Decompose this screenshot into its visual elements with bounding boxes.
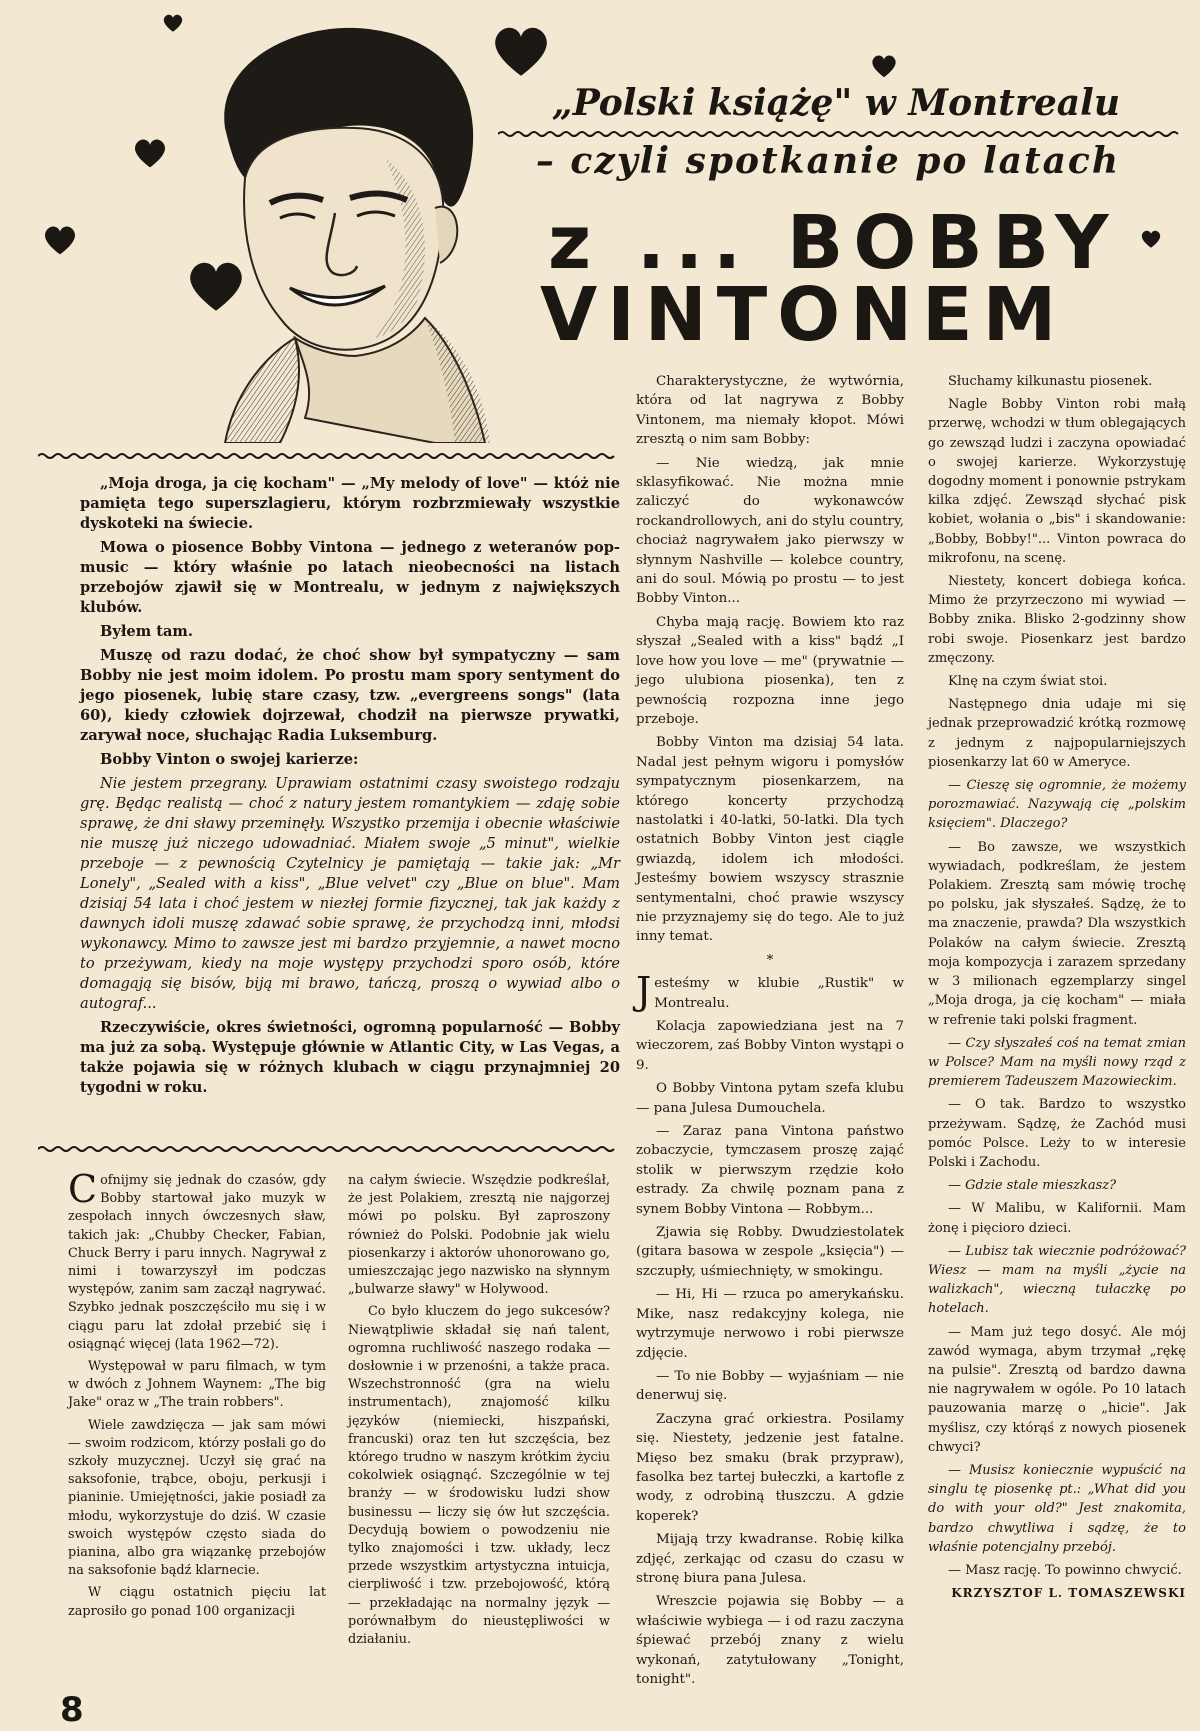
heart-icon	[42, 222, 78, 258]
headline-line-1: „Polski książę" w Montrealu	[551, 82, 1120, 124]
paragraph: Wreszcie pojawia się Bobby — a właściwie wybiega — i od razu zaczyna śpiewać przebój znany z wielu wykonań, zatytułowany „Tonight, tonight".	[636, 1594, 904, 1687]
answer: — Masz rację. To powinno chwycić.	[948, 1562, 1182, 1578]
heart-icon	[162, 12, 184, 34]
question: — Gdzie stale mieszkasz?	[948, 1178, 1117, 1194]
lead-paragraph: Muszę od razu dodać, że choć show był sympatyczny — sam Bobby nie jest moim idolem. Po prostu mam spory sentyment do jego piosenek, lubię stare czasy, tzw. „evergreens songs" (lata 60), kiedy człowiek dojrzewał, chodził na pierwsze prywatki, zarywał noce, słuchając Radia Luksemburg.	[80, 647, 620, 744]
question: — Lubisz tak wiecznie podróżować? Wiesz — mam na myśli „życie na walizkach", wieczną tułaczkę po hotelach.	[928, 1243, 1186, 1317]
headline-line-4: VINTONEM	[540, 272, 1067, 358]
wavy-rule	[498, 130, 1180, 138]
paragraph: Charakterystyczne, że wytwórnia, która od lat nagrywa z Bobby Vintonem, ma niemały kłopot. Mówi zresztą o nim sam Bobby:	[636, 374, 904, 448]
author-signature: KRZYSZTOF L. TOMASZEWSKI	[951, 1586, 1186, 1601]
drop-cap: C	[68, 1167, 98, 1211]
paragraph: O Bobby Vintona pytam szefa klubu — pana Julesa Dumouchela.	[636, 1081, 904, 1116]
heart-icon	[870, 52, 898, 80]
heart-icon	[132, 135, 168, 171]
lead-paragraph: „Moja droga, ja cię kocham" — „My melody of love" — któż nie pamięta tego superszlagieru, którym rozbrzmiewały wszystkie dyskoteki na świecie.	[80, 475, 620, 532]
paragraph: Słuchamy kilkunastu piosenek.	[948, 374, 1153, 389]
question: — Czy słyszałeś coś na temat zmian w Polsce? Mam na myśli nowy rząd z premierem Tadeuszem Mazowieckim.	[928, 1035, 1186, 1090]
paragraph: Niestety, koncert dobiega końca. Mimo że przyrzeczono mi wywiad — Bobby znika. Blisko 2-godzinny show robi swoje. Piosenkarz jest bardzo zmęczony.	[928, 574, 1186, 666]
quote-paragraph: Nie jestem przegrany. Uprawiam ostatnimi czasy swoistego rodzaju grę. Będąc realistą — choć z natury jestem romantykiem — zdaję sobie sprawę, że dni sławy przeminęły. Wszystko przemija i obecnie właściwie nie muszę już niczego udowadniać. Miałem swoje „5 minut", wielkie przeboje — z pewnością Czytelnicy je pamiętają — takie jak: „Mr Lonely", „Sealed with a kiss", „Blue velvet" czy „Blue on blue". Mam dzisiaj 54 lata i choć jestem w niezłej formie fizycznej, tak jak każdy z dawnych idoli muszę zdawać sobie sprawę, że przychodzą inni, młodsi wykonawcy. Mimo to zawsze jest mi bardzo przyjemnie, a nawet mocno to przeżywam, kiedy na moje występy przychodzi sporo osób, które domagają się bisów, biją mi brawo, tańczą, proszą o wywiad albo o autograf...	[80, 775, 620, 1012]
drop-cap: J	[636, 969, 652, 1014]
lead-section	[80, 474, 620, 1102]
headline-line-2: – czyli spotkanie po latach	[535, 140, 1120, 182]
column-d	[928, 372, 1186, 1607]
paragraph: Kolacja zapowiedziana jest na 7 wieczorem, zaś Bobby Vinton wystąpi o 9.	[636, 1019, 904, 1073]
answer: — W Malibu, w Kalifornii. Mam żonę i pięcioro dzieci.	[928, 1201, 1186, 1236]
paragraph: Chyba mają rację. Bowiem kto raz słyszał „Sealed with a kiss" bądź „I love how you love — me" (prywatnie — jego ulubiona piosenka), ten z pewnością rozpozna inne jego przeboje.	[636, 614, 904, 727]
paragraph: Wiele zawdzięcza — jak sam mówi — swoim rodzicom, którzy posłali go do szkoły muzycznej. Uczył się grać na saksofonie, trąbce, oboju, perkusji i pianinie. Umiejętności, jakie posiadł za młodu, wykorzystuje do dziś. W czasie swoich występów często siada do pianina, albo gra wiązankę przebojów na saksofonie bądź klarnecie.	[68, 1417, 326, 1579]
column-b	[348, 1172, 610, 1653]
question: — Musisz koniecznie wypuścić na singlu tę piosenkę pt.: „What did you do with your old?" Jest znakomita, bardzo chwytliwa i sądzę, że to właśnie potencjalny przebój.	[928, 1462, 1186, 1555]
lead-paragraph: Byłem tam.	[100, 623, 193, 640]
heart-icon	[490, 20, 552, 82]
lead-paragraph: Bobby Vinton o swojej karierze:	[100, 751, 359, 768]
paragraph: Zjawia się Robby. Dwudziestolatek (gitara basowa w zespole „księcia") — szczupły, uśmiechnięty, w smokingu.	[636, 1225, 904, 1279]
paragraph: — Nie wiedzą, jak mnie sklasyfikować. Nie można mnie zaliczyć do wykonawców rockandrollowych, ani do stylu country, chociaż nagrywałem jako pierwszy w słynnym Nashville — kolebce country, ani do soul. Mówią po prostu — to jest Bobby Vinton...	[636, 455, 904, 607]
wavy-rule	[38, 1145, 616, 1153]
section-separator: *	[766, 952, 774, 968]
paragraph: Występował w paru filmach, w tym w dwóch z Johnem Waynem: „The big Jake" oraz w „The train robbers".	[68, 1359, 326, 1411]
answer: — Mam już tego dosyć. Ale mój zawód wymaga, abym trzymał „rękę na pulsie". Zresztą od bardzo dawna nie nagrywałem w ogóle. Po 10 latach pauzowania marzę o „hicie". Jak myślisz, czy którąś z nowych piosenek chwyci?	[928, 1324, 1186, 1455]
paragraph: ofnijmy się jednak do czasów, gdy Bobby startował jako muzyk w zespołach innych ówczesnych sław, takich jak: „Chubby Checker, Fabian, Chuck Berry i paru innych. Nagrywał z nimi i towarzyszył im podczas występów, zanim sam zaczął nagrywać. Szybko jednak poszczęściło mu się i w ciągu paru lat zdołał przebić się i osiągnąć więcej (lata 1962—72).	[68, 1173, 326, 1352]
paragraph: — Hi, Hi — rzuca po amerykańsku. Mike, nasz redakcyjny kolega, nie wytrzymuje nerwowo i robi pierwsze zdjęcie.	[636, 1287, 904, 1361]
paragraph: Bobby Vinton ma dzisiaj 54 lata. Nadal jest pełnym wigoru i pomysłów sympatycznym piosenkarzem, na którego koncerty przychodzą nastolatki i 40-latki, 50-latki. Dla tych ostatnich Bobby Vinton jest ciągle gwiazdą, idolem ich młodości. Jesteśmy bowiem wszyscy strasznie sentymentalni, choć prawie wszyscy nie przyznajemy się do tego. Ale to już inny temat.	[636, 735, 904, 945]
heart-icon	[1140, 228, 1162, 250]
paragraph: — Zaraz pana Vintona państwo zobaczycie, tymczasem proszę zająć stolik w pierwszym rzędzie koło estrady. Za chwilę poznam pana z synem Bobby Vintona — Robbym...	[636, 1124, 904, 1217]
paragraph: W ciągu ostatnich pięciu lat zaprosiło go ponad 100 organizacji	[68, 1585, 326, 1619]
headline-line-3: z ... BOBBY	[548, 200, 1119, 286]
column-a	[68, 1167, 326, 1625]
answer: — Bo zawsze, we wszystkich wywiadach, podkreślam, że jestem Polakiem. Zresztą sam mówię trochę po polsku, jak słyszałeś. Sądzę, że to ma znaczenie, prawda? Dla wszystkich Polaków na całym świecie. Zresztą moja kompozycja i zarazem sprzedany w 3 milionach egzemplarzy singel „Moja droga, ja cię kocham" — miała w refrenie taki polski fragment.	[928, 839, 1186, 1028]
paragraph: Co było kluczem do jego sukcesów? Niewątpliwie składał się nań talent, ogromna ruchliwość naszego rodaka — dosłownie i w przenośni, a także praca. Wszechstronność (gra na wielu instrumentach), znajomość kilku języków (niemiecki, hiszpański, francuski) oraz ten łut szczęścia, bez którego trudno w naszym krótkim życiu cokolwiek osiągnąć. Szczególnie w tej branży — w środowisku ludzi show businessu — liczy się ów łut szczęścia. Decydują bowiem o powodzeniu nie tylko znajomości i tzw. układy, lecz przede wszystkim artystyczna intuicja, cierpliwość i tzw. przebojowość, którą — przekładając na normalny język — porównałbym do nieustępliwości w działaniu.	[348, 1304, 610, 1648]
lead-paragraph: Rzeczywiście, okres świetności, ogromną popularność — Bobby ma już za sobą. Występuje głównie w Atlantic City, w Las Vegas, a także pojawia się w różnych klubach w ciągu przynajmniej 20 tygodni w roku.	[80, 1019, 620, 1096]
lead-paragraph: Mowa o piosence Bobby Vintona — jednego z weteranów pop-music — który właśnie po latach nieobecności na listach przebojów zjawił się w Montrealu, w jednym z największych klubów.	[80, 539, 620, 616]
bobby-vinton-portrait	[185, 18, 495, 443]
paragraph: Następnego dnia udaje mi się jednak przeprowadzić krótką rozmowę z jednym z najpopularniejszych piosenkarzy lat 60 w Ameryce.	[928, 697, 1186, 770]
paragraph: Zaczyna grać orkiestra. Posilamy się. Niestety, jedzenie jest fatalne. Mięso bez smaku (brak przypraw), fasolka bez tartej bułeczki, a kartofle z wody, z odrobiną tłuszczu. A gdzie koperek?	[636, 1411, 904, 1524]
column-c	[636, 372, 904, 1693]
paragraph: na całym świecie. Wszędzie podkreślał, że jest Polakiem, zresztą nie najgorzej mówi po polsku. Był zaproszony również do Polski. Podobnie jak wielu piosenkarzy i aktorów uhonorowano go, umieszczając jego nazwisko na słynnym „bulwarze sławy" w Holywood.	[348, 1173, 610, 1298]
heart-icon	[185, 255, 247, 317]
paragraph: esteśmy w klubie „Rustik" w Montrealu.	[654, 976, 904, 1011]
paragraph: Nagle Bobby Vinton robi małą przerwę, wchodzi w tłum oblegających go zewsząd ludzi i zaczyna opowiadać o swojej karierze. Wykorzystuję dogodny moment i ponownie pstrykam kilka zdjęć. Zewsząd słychać pisk kobiet, wołania o „bis" i skandowanie: „Bobby, Bobby!"... Vinton powraca do mikrofonu, na scenę.	[928, 397, 1186, 566]
paragraph: Mijają trzy kwadranse. Robię kilka zdjęć, zerkając od czasu do czasu w stronę biura pana Julesa.	[636, 1532, 904, 1586]
wavy-rule	[38, 452, 616, 460]
answer: — O tak. Bardzo to wszystko przeżywam. Sądzę, że Zachód musi pomóc Polsce. Leży to w interesie Polski i Zachodu.	[928, 1097, 1186, 1170]
paragraph: Klnę na czym świat stoi.	[948, 674, 1108, 690]
page-number: 8	[60, 1690, 84, 1730]
paragraph: — To nie Bobby — wyjaśniam — nie denerwuj się.	[636, 1368, 904, 1404]
question: — Cieszę się ogromnie, że możemy porozmawiać. Nazywają cię „polskim księciem". Dlaczego?	[928, 778, 1186, 832]
